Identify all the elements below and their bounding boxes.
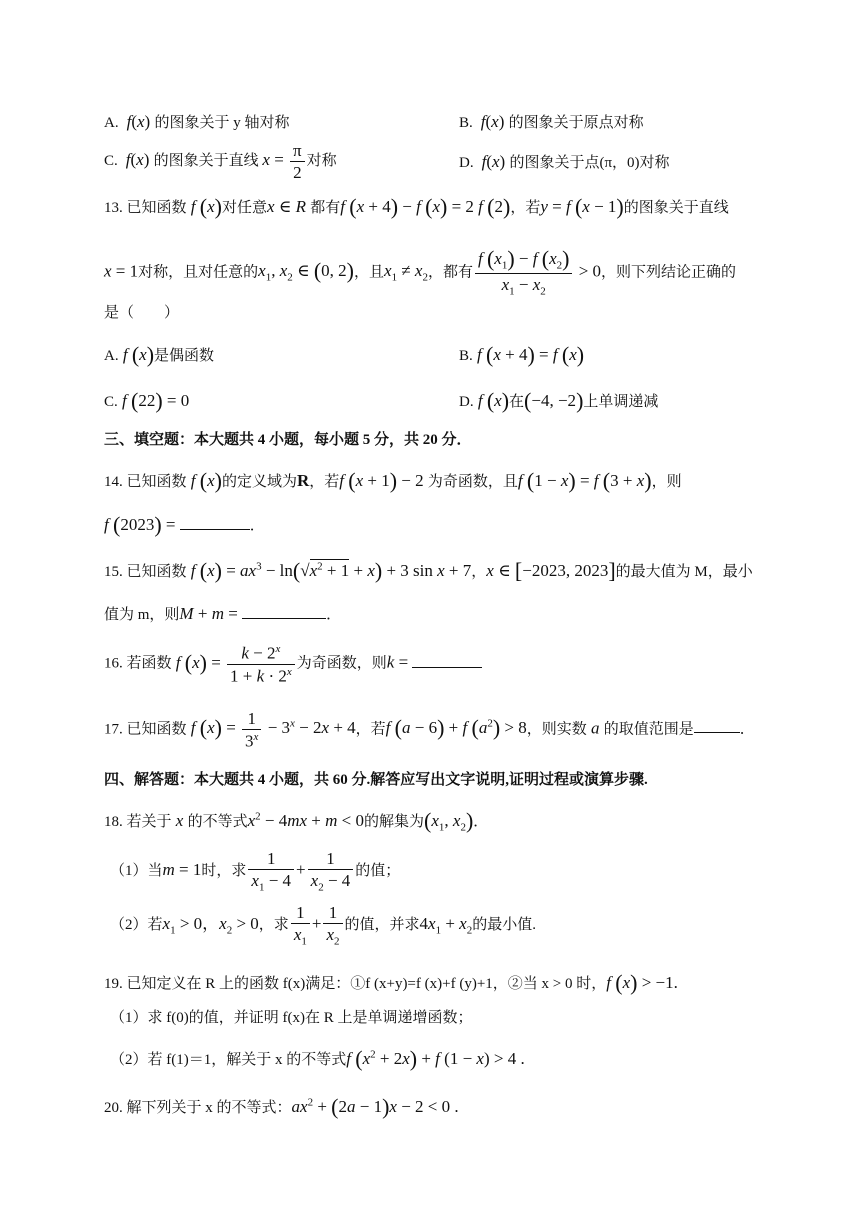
q16-stem: 16. 若函数 f (x) = $\frac{k - 2^x}{1 + k \cdot 2^x}$ 为奇函数，则k = — [104, 644, 482, 684]
q12-option-c: C. f(x) 的图象关于直线 x = $\frac{\pi}{2}$ 对称 — [104, 141, 337, 182]
q16-fraction: $\frac{k - 2^x}{1 + k \cdot 2^x}$ — [227, 644, 295, 684]
q12-option-b: B. f(x) 的图象关于原点对称 — [459, 112, 644, 131]
q20-stem: 20. 解下列关于 x 的不等式：$ax^2 + (2a - 1)x - 2 < 0$ . — [104, 1094, 459, 1119]
q19-stem: 19. 已知定义在 R 上的函数 f(x)满足：①f (x+y)=f (x)+f (y)+1，②当 x > 0 时，f (x) > −1. — [104, 970, 678, 995]
q13-stem-line3: 是（ ） — [104, 305, 180, 321]
answer-blank[interactable] — [694, 718, 740, 733]
q13-stem-line2: x = 1对称，且对任意的$x_1$, $x_2$ ∈ (0, 2)，且$x_1 \ne x_2$，都有 $\frac{f (x_1) - f (x_2)}{x_1 - x_2}$ > 0，则下列结论正确的 — [104, 246, 737, 298]
answer-blank[interactable] — [180, 515, 250, 530]
answer-blank[interactable] — [412, 653, 482, 668]
q19-part-2: （2）若 f(1)＝1，解关于 x 的不等式f $(x^2 + 2x) + f$ (1 − x) > 4 . — [110, 1046, 525, 1071]
q13-stem-line1: 13. 已知函数 f (x)对任意x ∈ R 都有f (x + 4) − f (x) = 2 f (2)，若y = f (x − 1)的图象关于直线 — [104, 194, 729, 219]
q18-stem: 18. 若关于 x 的不等式$x^2 - 4mx + m < 0$的解集为($x_1$, $x_2$)． — [104, 808, 489, 834]
q13-option-d: D. f (x)在(−4, −2)上单调递减 — [459, 388, 659, 413]
q13-option-b: B. f (x + 4) = f (x) — [459, 342, 585, 367]
q14-stem-line1: 14. 已知函数 f (x)的定义域为R，若f (x + 1) − 2 为奇函数，且f (1 − x) = f (3 + x)，则 — [104, 468, 682, 493]
q15-stem-line2: 值为 m，则M + m = ． — [104, 604, 342, 623]
q17-fraction: $\frac{1}{3^x}$ — [242, 710, 261, 750]
answer-blank[interactable] — [242, 604, 326, 619]
q15-stem-line1: 15. 已知函数 f $(x) = ax^3 - \ln(√x^2 + 1 + x) + 3$ sin x + 7，x ∈ [−2023, 2023]的最大值为 M，最小 — [104, 558, 753, 583]
q19-part-1: （1）求 f(0)的值，并证明 f(x)在 R 上是单调递增函数； — [110, 1010, 473, 1026]
section-3-heading: 三、填空题：本大题共 4 小题，每小题 5 分，共 20 分． — [104, 432, 472, 448]
q13-option-a: A. f (x)是偶函数 — [104, 342, 215, 367]
q12-option-d: D. f(x) 的图象关于点(π，0)对称 — [459, 152, 670, 171]
math-fx: f(x) — [126, 112, 155, 131]
q18-part-1: （1）当m = 1时，求 $\frac{1}{x_1 - 4}$ + $\frac{1}{x_2 - 4}$ 的值； — [110, 849, 401, 894]
fraction-pi-over-2: $\frac{\pi}{2}$ — [290, 142, 305, 181]
q14-stem-line2: f (2023) = ． — [104, 512, 265, 537]
q13-option-c: C. f (22) = 0 — [104, 388, 190, 413]
difference-quotient-fraction: $\frac{f (x_1) - f (x_2)}{x_1 - x_2}$ — [475, 248, 572, 298]
section-4-heading: 四、解答题：本大题共 4 小题，共 60 分.解答应写出文字说明,证明过程或演算步骤. — [104, 772, 648, 788]
q12-option-a: A. f(x) 的图象关于 y 轴对称 — [104, 112, 290, 131]
q18-part-2: （2）若$x_1 > 0$，$x_2 > 0$，求 $\frac{1}{x_1}$ + $\frac{1}{x_2}$ 的值，并求$4x_1 + x_2$的最小值. — [110, 903, 536, 948]
q17-stem: 17. 已知函数 f (x) = $\frac{1}{3^x}$ − $3^x - 2x + 4$，若f (a − 6) + f $(a^2) > 8$，则实数 a 的取值范围是 ． — [104, 709, 755, 751]
